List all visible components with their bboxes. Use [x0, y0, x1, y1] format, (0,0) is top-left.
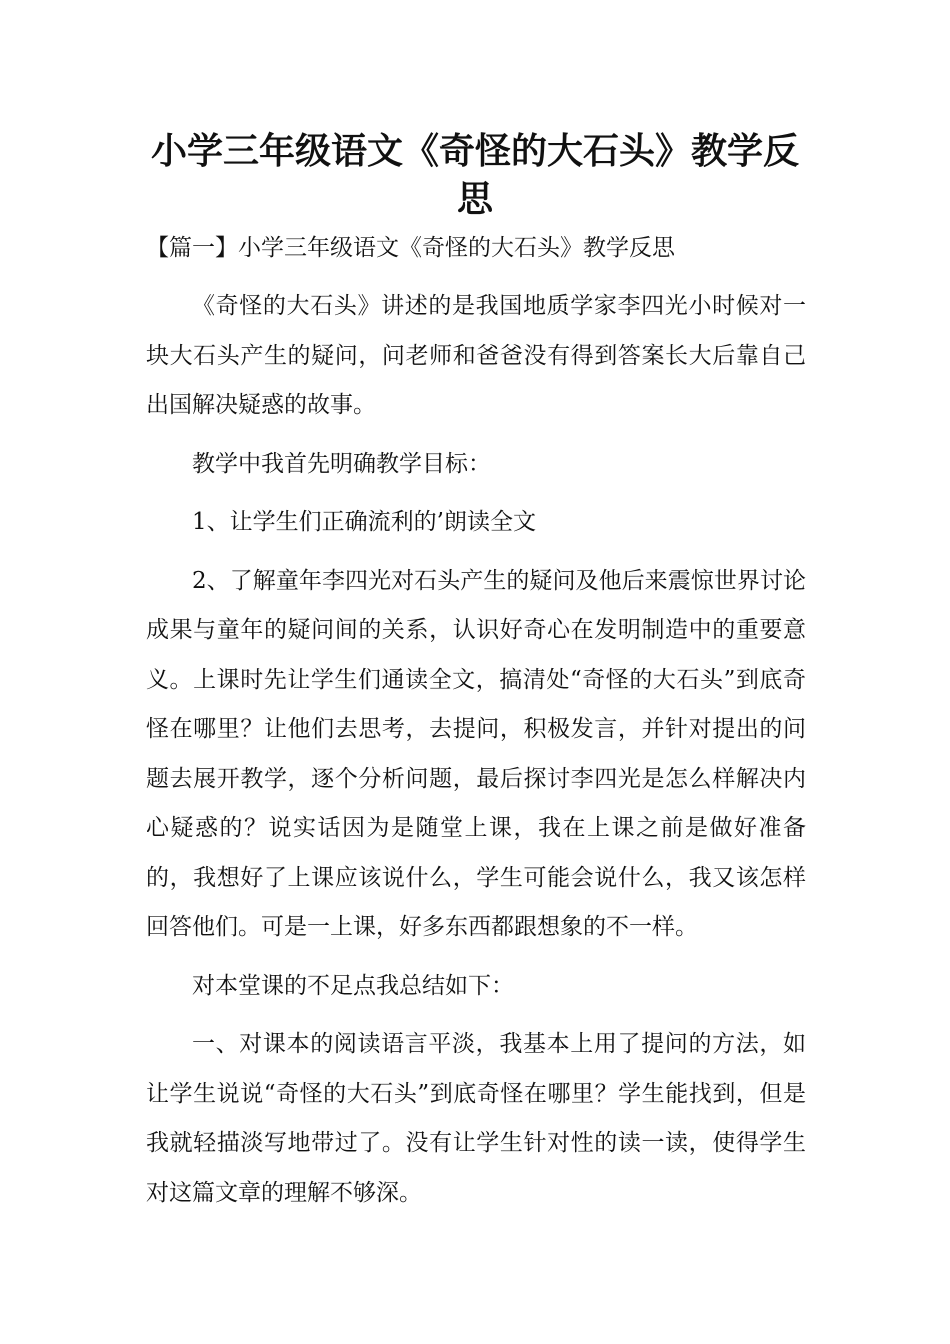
- section-heading: 【篇一】小学三年级语文《奇怪的大石头》教学反思: [146, 235, 675, 261]
- paragraph: 一、对课本的阅读语言平淡，我基本上用了提问的方法，如让学生说说“奇怪的大石头”到底奇怪在哪里？学生能找到，但是我就轻描淡写地带过了。没有让学生针对性的读一读，使得学生对这篇文章的理解不够深。: [146, 1031, 806, 1206]
- paragraph: 2、了解童年李四光对石头产生的疑问及他后来震惊世界讨论成果与童年的疑问间的关系，认识好奇心在发明制造中的重要意义。上课时先让学生们通读全文，搞清处“奇怪的大石头”到底奇怪在哪里？让他们去思考，去提问，积极发言，并针对提出的问题去展开教学，逐个分析问题，最后探讨李四光是怎么样解决内心疑惑的？说实话因为是随堂上课，我在上课之前是做好准备的，我想好了上课应该说什么，学生可能会说什么，我又该怎样回答他们。可是一上课，好多东西都跟想象的不一样。: [146, 567, 806, 940]
- paragraph: 教学中我首先明确教学目标：: [192, 450, 491, 477]
- document-body: [146, 282, 806, 1227]
- paragraph: 《奇怪的大石头》讲述的是我国地质学家李四光小时候对一块大石头产生的疑问，问老师和爸爸没有得到答案长大后靠自己出国解决疑惑的故事。: [146, 293, 806, 418]
- paragraph: 对本堂课的不足点我总结如下：: [192, 972, 514, 999]
- document-title: 小学三年级语文《奇怪的大石头》教学反思: [150, 131, 799, 220]
- paragraph: 1、让学生们正确流利的’朗读全文: [192, 509, 536, 535]
